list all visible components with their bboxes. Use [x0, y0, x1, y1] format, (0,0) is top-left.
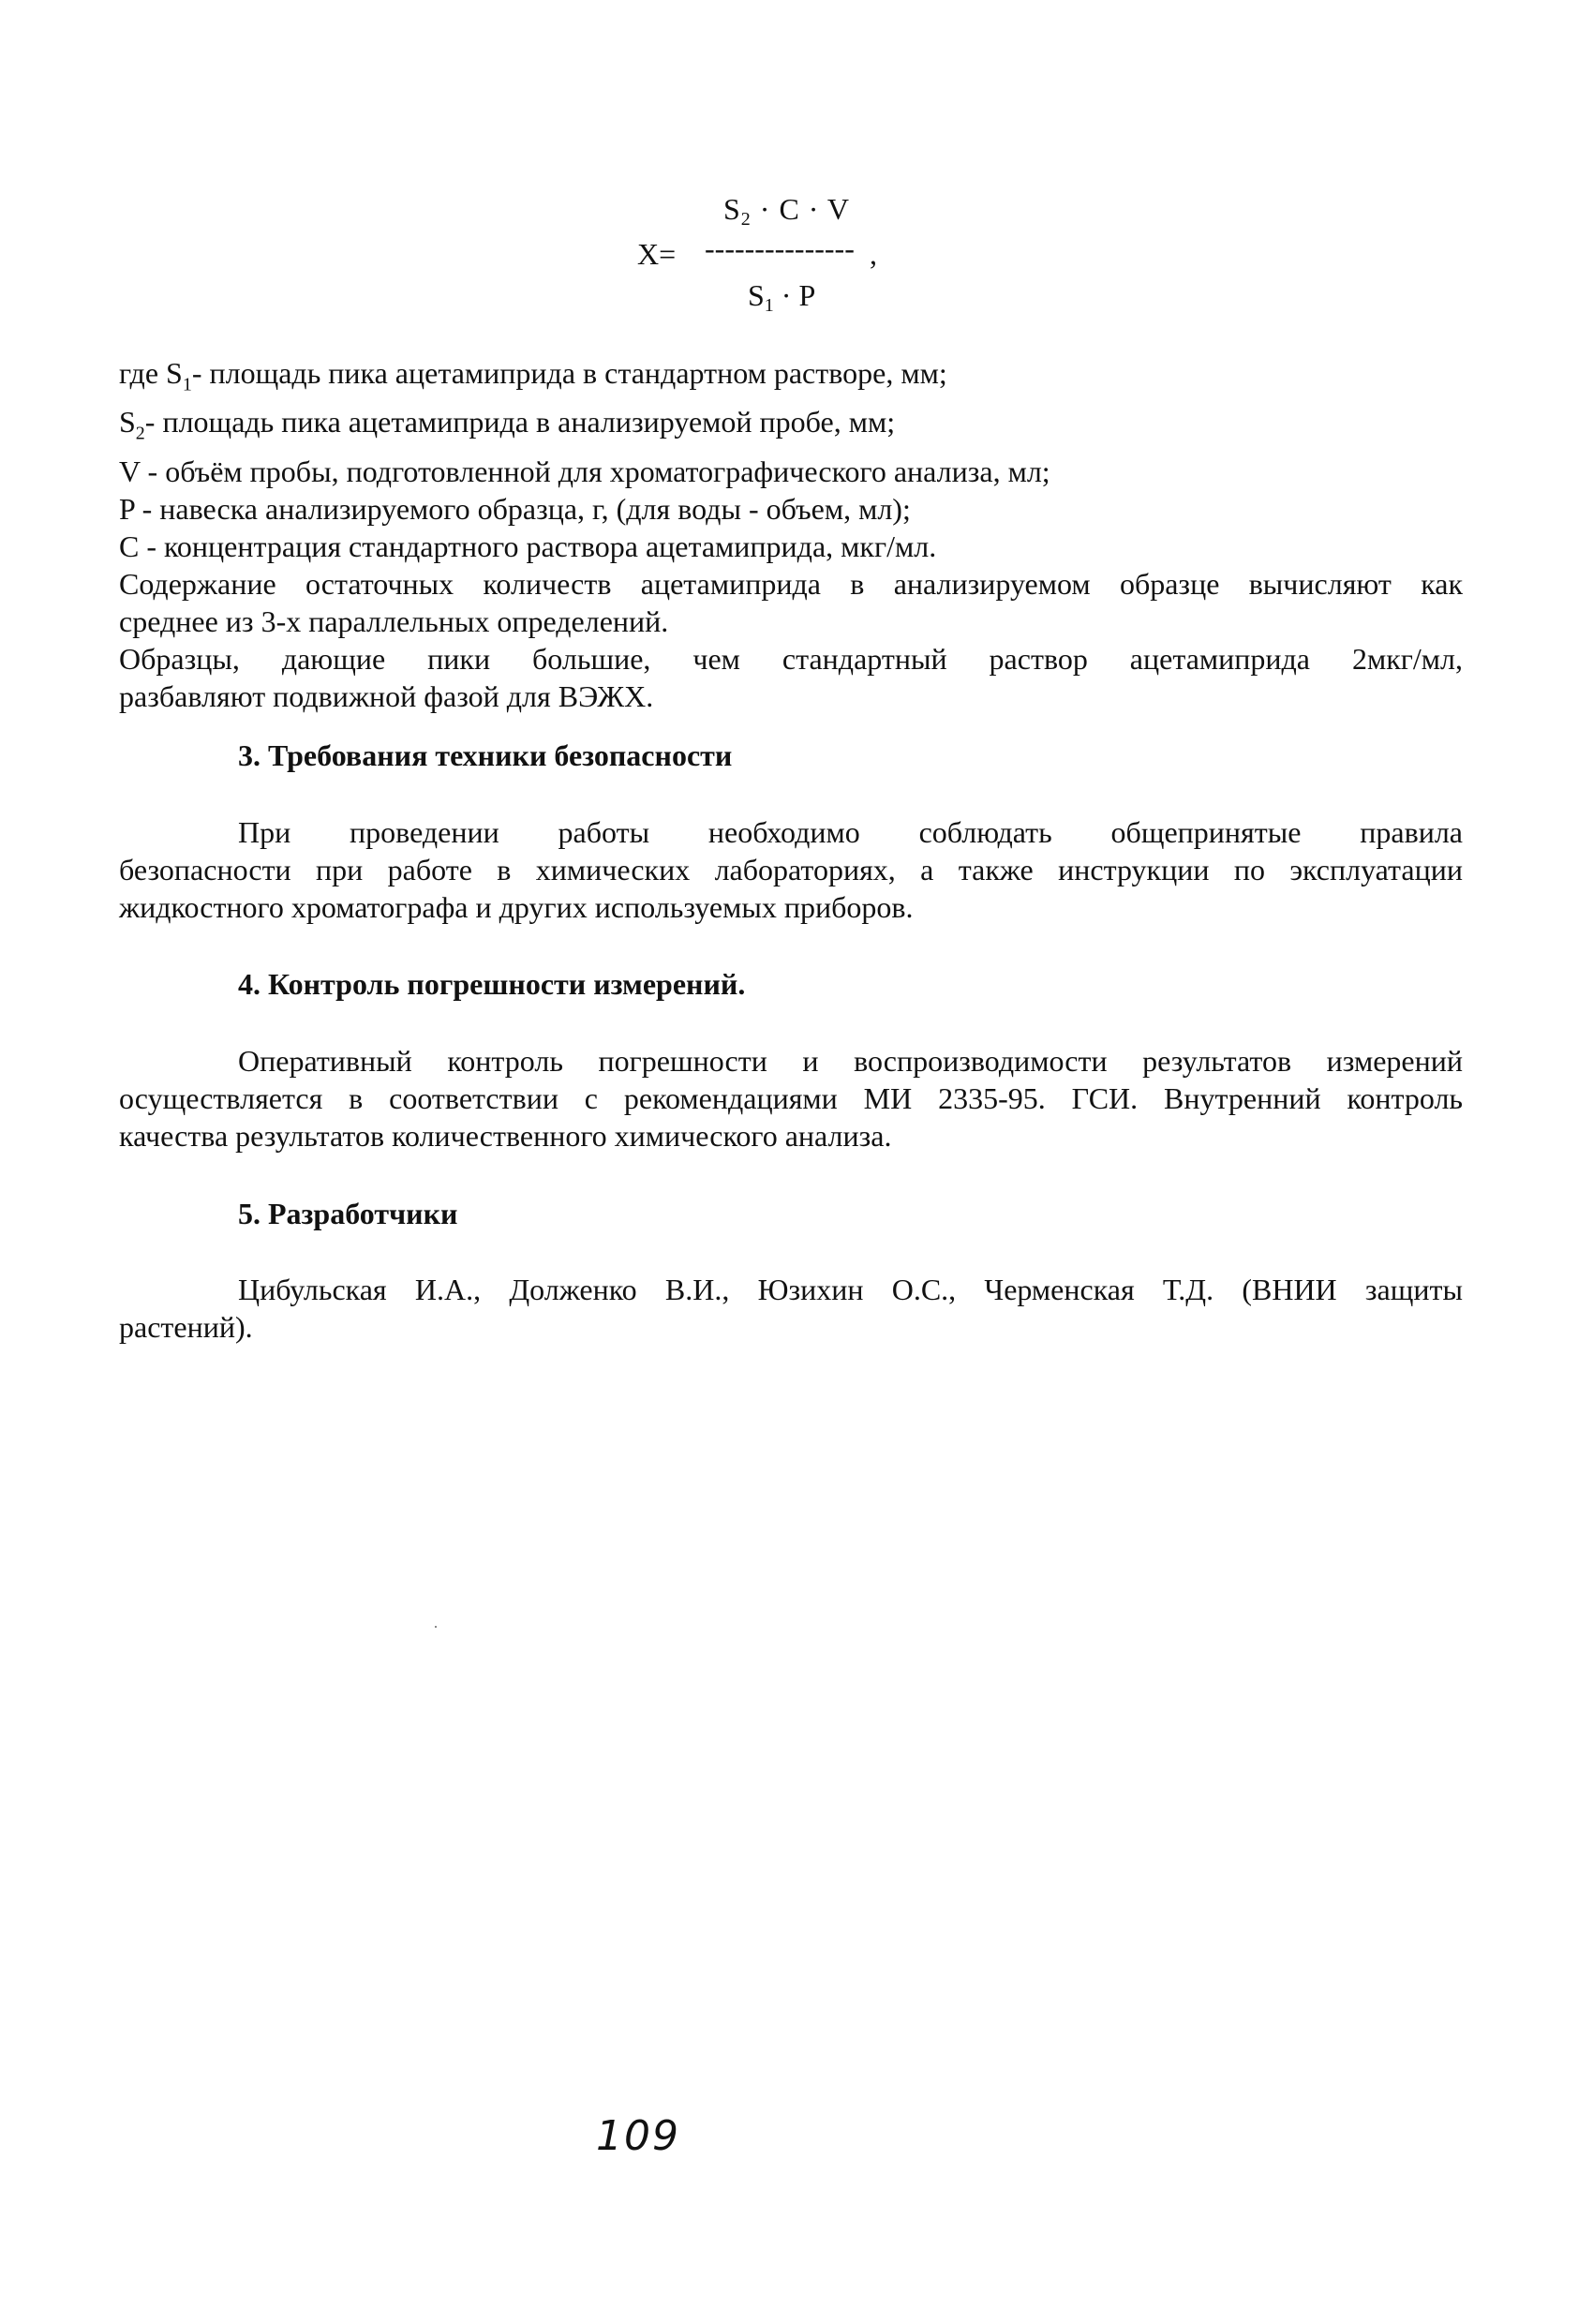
section-4-line-1: Оперативный контроль погрешности и воспроизводимости результатов измерений	[238, 1044, 1463, 1078]
formula-lhs: X=	[637, 237, 677, 271]
section-5-line-2: растений).	[119, 1310, 253, 1344]
section-3-line-3: жидкостного хроматографа и других используемых приборов.	[119, 890, 914, 924]
section-4-heading: 4. Контроль погрешности измерений.	[238, 967, 746, 1001]
formula-numerator: $S_2 \cdot C \cdot V$	[723, 192, 850, 230]
section-4-body	[119, 1042, 1463, 1155]
formula-fraction-line: ---------------	[705, 231, 855, 265]
section-4-line-2: осуществляется в соответствии с рекомендациями МИ 2335-95. ГСИ. Внутренний контроль	[119, 1081, 1463, 1115]
section-5-body	[119, 1271, 1463, 1346]
section-4-line-3: качества результатов количественного химического анализа.	[119, 1119, 892, 1153]
formula-comma: ,	[870, 237, 877, 271]
page-number: 109	[596, 2112, 680, 2160]
note-line-3: Образцы, дающие пики большие, чем стандартный раствор ацетамиприда 2мкг/мл,	[119, 641, 1463, 676]
section-3-line-1: При проведении работы необходимо соблюдать общепринятые правила	[238, 815, 1463, 849]
note-line-1: Содержание остаточных количеств ацетамиприда в анализируемом образце вычисляют как	[119, 566, 1463, 601]
definition-c: C - концентрация стандартного раствора ацетамиприда, мкг/мл.	[119, 529, 937, 563]
note-line-2: среднее из 3-х параллельных определений.	[119, 603, 669, 638]
formula	[637, 192, 881, 314]
definition-v: V - объём пробы, подготовленной для хроматографического анализа, мл;	[119, 454, 1050, 488]
definition-s2: $S_2-$ площадь пика ацетамиприда в анализируемой пробе, мм;	[119, 405, 896, 444]
definition-s1: где $S_1-$ площадь пика ацетамиприда в стандартном растворе, мм;	[119, 356, 947, 395]
section-3-line-2: безопасности при работе в химических лабораториях, а также инструкции по эксплуатации	[119, 853, 1463, 886]
formula-denominator: $S_1 \cdot P$	[748, 278, 816, 316]
section-3-body	[119, 813, 1463, 926]
definition-p: P - навеска анализируемого образца, г, (для воды - объем, мл);	[119, 491, 911, 526]
section-5-heading: 5. Разработчики	[238, 1197, 458, 1230]
formula-legend	[119, 354, 1463, 715]
note-line-4: разбавляют подвижной фазой для ВЭЖХ.	[119, 678, 654, 713]
scan-speck	[435, 1626, 437, 1628]
section-5-line-1: Цибульская И.А., Долженко В.И., Юзихин О.С., Черменская Т.Д. (ВНИИ защиты	[238, 1273, 1463, 1306]
section-3-heading: 3. Требования техники безопасности	[238, 738, 733, 772]
